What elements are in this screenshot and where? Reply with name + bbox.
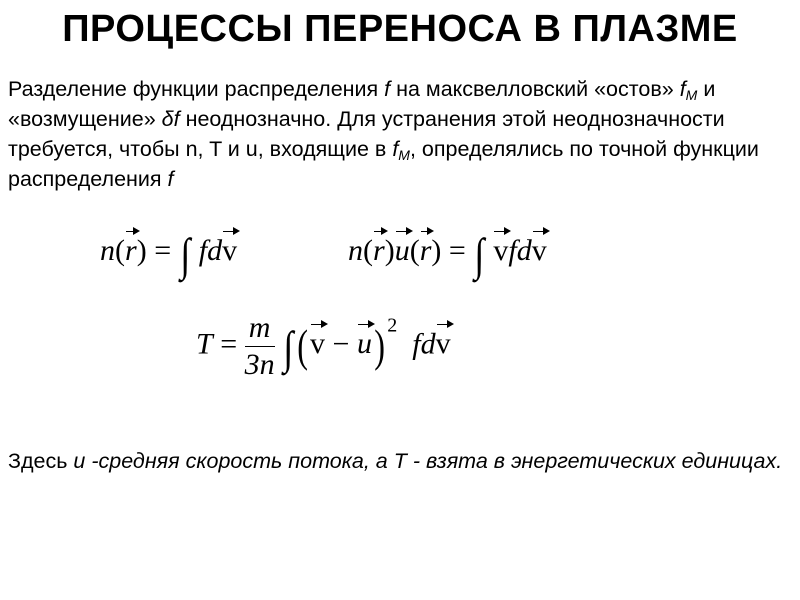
intro-paragraph — [8, 74, 788, 194]
vector-v: v — [310, 327, 326, 361]
exponent: 2 — [387, 314, 398, 337]
text-segment: , определялись по точной функции распределения — [8, 137, 759, 191]
integral-sign: ∫ — [474, 229, 485, 280]
formula-symbol: = — [220, 327, 238, 361]
formula-symbol: d — [420, 327, 436, 361]
vector-r: r — [419, 234, 432, 267]
fraction-numerator: m — [245, 310, 275, 347]
symbol-fM — [680, 77, 698, 101]
formula-symbol: T — [196, 327, 213, 361]
integral-sign: ∫ — [283, 322, 294, 374]
note-prefix: Здесь — [8, 449, 74, 473]
formula-symbol: ( — [363, 234, 373, 267]
formula-symbol: ( — [409, 234, 420, 267]
symbol-fM — [392, 137, 410, 161]
formula-symbol: f — [508, 234, 517, 267]
symbol-f: f — [384, 77, 391, 101]
symbol-f: f — [167, 167, 174, 191]
formula-symbol: n — [100, 234, 115, 267]
symbol-subscript: M — [398, 147, 410, 163]
vector-v: v — [222, 234, 238, 267]
formula-symbol: d — [516, 234, 532, 267]
formula-symbol: = — [448, 234, 466, 267]
text-segment: Разделение функции распределения — [8, 77, 385, 101]
integral-sign: ∫ — [179, 229, 190, 280]
formula-temperature — [196, 310, 451, 383]
text-segment: неоднозначно. Для устранения этой неоднозначности требуется, чтобы n, T и u, входящие в — [8, 107, 725, 161]
vector-r: r — [373, 234, 385, 267]
fraction — [245, 310, 275, 383]
formula-symbol: f — [412, 327, 421, 361]
vector-v: v — [531, 234, 547, 267]
formula-symbol: = — [154, 234, 172, 267]
symbol-subscript: M — [685, 87, 698, 103]
formula-symbol: ) — [136, 234, 147, 267]
formula-symbol: ) — [384, 234, 395, 267]
fraction-denominator: 3n — [244, 348, 275, 381]
text-segment: на максвелловский «остов» — [390, 77, 680, 101]
note-italic-text: u -средняя скорость потока, а T - взята в энергетических единицах. — [73, 449, 783, 473]
symbol-base: f — [392, 137, 399, 161]
formula-density — [100, 228, 237, 281]
formula-symbol: ( — [115, 234, 125, 267]
symbol-delta-f: δf — [161, 107, 180, 131]
text-segment: и «возмущение» — [8, 77, 716, 131]
formula-symbol: n — [348, 234, 363, 267]
vector-v: v — [493, 234, 509, 267]
slide-title: ПРОЦЕССЫ ПЕРЕНОСА В ПЛАЗМЕ — [62, 8, 738, 50]
vector-u: u — [394, 234, 410, 267]
symbol-base: f — [679, 77, 686, 101]
formula-symbol: ) — [431, 234, 442, 267]
formula-paren: ( — [297, 320, 308, 372]
formula-symbol: f — [198, 234, 208, 267]
vector-r: r — [125, 234, 137, 267]
formula-flux — [348, 228, 547, 281]
formula-symbol: d — [207, 234, 223, 267]
note-paragraph — [8, 445, 788, 478]
vector-u: u — [356, 327, 372, 361]
formula-paren: ) — [374, 320, 385, 372]
formula-symbol: − — [332, 327, 350, 361]
vector-v: v — [435, 327, 451, 361]
